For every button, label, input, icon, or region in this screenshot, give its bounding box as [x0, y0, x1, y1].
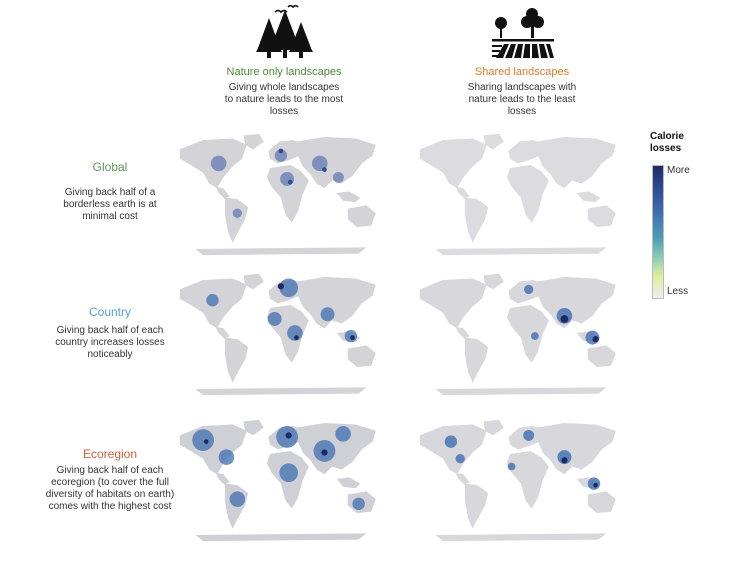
map-country-shared: [412, 272, 622, 397]
map-ecoregion-nature-only: [172, 418, 382, 543]
farmland-icon: [490, 6, 556, 58]
column-title-nature-only: Nature only landscapes: [226, 66, 342, 78]
column-description-shared: Sharing landscapes with nature leads to the least losses: [467, 82, 577, 117]
legend-title-line2: losses: [650, 143, 682, 154]
map-country-nature-only: [172, 272, 382, 397]
row-title-global: Global: [92, 160, 128, 174]
row-description-ecoregion: Giving back half of each ecoregion (to cover the full diversity of habitats on earth) comes with the highest cost: [45, 465, 175, 512]
row-description-country: Giving back half of each country increases losses noticeably: [55, 325, 165, 360]
legend-title-line1: Calorie: [650, 131, 684, 142]
map-ecoregion-shared: [412, 418, 622, 543]
forest-icon: [255, 4, 313, 58]
column-title-shared: Shared landscapes: [474, 66, 570, 78]
legend-label-less: Less: [667, 286, 689, 297]
legend-title: [650, 131, 684, 155]
legend-label-more: More: [667, 165, 690, 176]
map-global-nature-only: [172, 132, 382, 257]
legend-colorbar: [652, 165, 664, 299]
row-title-ecoregion: Ecoregion: [82, 447, 138, 461]
row-title-country: Country: [88, 305, 132, 319]
map-global-shared: [412, 132, 622, 257]
column-description-nature-only: Giving whole landscapes to nature leads to the most losses: [224, 82, 344, 117]
row-description-global: Giving back half of a borderless earth is at minimal cost: [63, 187, 157, 222]
